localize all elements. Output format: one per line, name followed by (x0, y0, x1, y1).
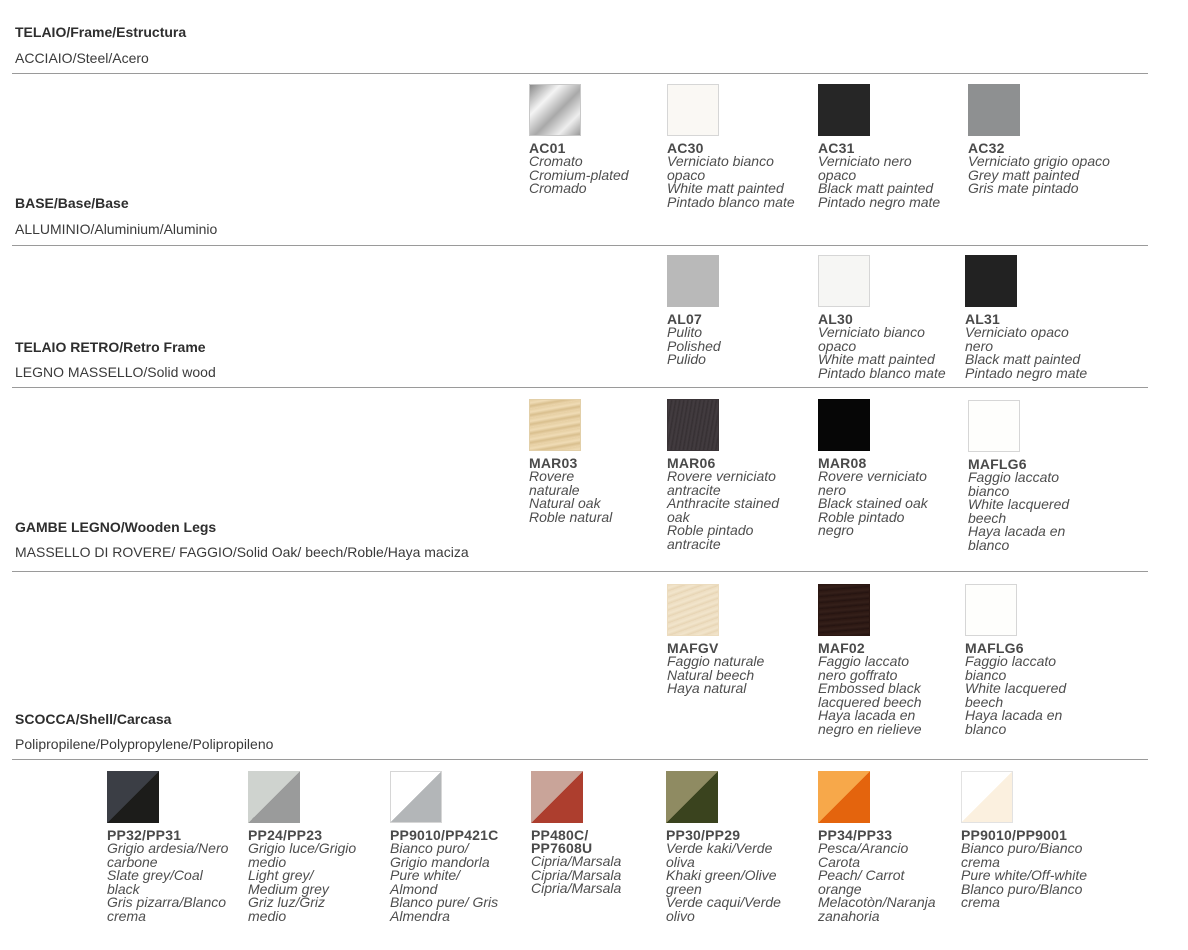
swatch-code: AC31 (818, 140, 855, 156)
swatch-pp24-pp23 (248, 771, 398, 923)
swatch-code: PP24/PP23 (248, 827, 323, 843)
section-title-wooden-legs: GAMBE LEGNO/Wooden Legs (15, 519, 217, 535)
swatch-chip-two-tone (818, 771, 870, 823)
swatch-ac31 (818, 84, 968, 209)
swatch-code: AL30 (818, 311, 854, 327)
swatch-description: Rovere verniciato antracite Anthracite stained oak Roble pintado antracite (667, 468, 780, 552)
swatch-code: AC01 (529, 140, 566, 156)
swatch-chip (968, 400, 1020, 452)
swatch-chip-two-tone (390, 771, 442, 823)
swatch-description: Verniciato opaco nero Black matt painted Pintado negro mate (965, 324, 1088, 381)
swatch-pp32-pp31 (107, 771, 257, 923)
swatch-chip-oak (529, 399, 581, 451)
swatch-chip (667, 84, 719, 136)
swatch-description: Grigio luce/Grigio medio Light grey/ Medium grey Griz luz/Griz medio (248, 840, 357, 924)
swatch-code: MAR03 (529, 455, 578, 471)
swatch-description: Verde kaki/Verde oliva Khaki green/Olive green Verde caqui/Verde olivo (666, 840, 781, 924)
section-title-retro-frame: TELAIO RETRO/Retro Frame (15, 339, 206, 355)
swatch-mar03 (529, 399, 679, 524)
swatch-code: MAR08 (818, 455, 867, 471)
divider (12, 245, 1148, 246)
swatch-description: Rovere naturale Natural oak Roble natural (529, 468, 613, 525)
swatch-chip-chrome (529, 84, 581, 136)
swatch-code: MAF02 (818, 640, 865, 656)
section-subtitle-base: ALLUMINIO/Aluminium/Aluminio (15, 221, 218, 237)
swatch-pp480c-pp7608u (531, 771, 681, 896)
swatch-maflg6 (968, 400, 1118, 552)
swatch-chip (818, 255, 870, 307)
swatch-code: MAFLG6 (965, 640, 1024, 656)
swatch-mar08 (818, 399, 968, 538)
swatch-chip (965, 255, 1017, 307)
section-subtitle-retro-frame: LEGNO MASSELLO/Solid wood (15, 364, 216, 380)
swatch-al30 (818, 255, 968, 380)
swatch-code: PP480C/ PP7608U (531, 827, 593, 856)
swatch-description: Faggio laccato nero goffrato Embossed black lacquered beech Haya lacada en negro en rielieve (818, 653, 922, 737)
divider (12, 571, 1148, 572)
swatch-chip-two-tone (248, 771, 300, 823)
swatch-chip-two-tone (107, 771, 159, 823)
swatch-description: Verniciato bianco opaco White matt painted Pintado blanco mate (818, 324, 946, 381)
swatch-code: PP32/PP31 (107, 827, 182, 843)
swatch-al07 (667, 255, 817, 367)
swatch-pp9010-pp9001 (961, 771, 1151, 910)
swatch-chip (818, 399, 870, 451)
swatch-code: MAR06 (667, 455, 716, 471)
divider (12, 73, 1148, 74)
swatch-pp30-pp29 (666, 771, 816, 923)
section-title-frame: TELAIO/Frame/Estructura (15, 24, 187, 40)
swatch-chip (818, 84, 870, 136)
swatch-description: Cromato Cromium-plated Cromado (529, 153, 629, 196)
swatch-description: Faggio laccato bianco White lacquered beech Haya lacada en blanco (965, 653, 1067, 737)
swatch-code: MAFLG6 (968, 456, 1027, 472)
section-subtitle-wooden-legs: MASSELLO DI ROVERE/ FAGGIO/Solid Oak/ beech/Roble/Haya maciza (15, 544, 469, 560)
swatch-ac01 (529, 84, 679, 196)
swatch-pp9010-pp421c (390, 771, 540, 923)
swatch-description: Faggio naturale Natural beech Haya natural (667, 653, 765, 696)
swatch-code: PP9010/PP421C (390, 827, 499, 843)
swatch-maflg6 (965, 584, 1115, 736)
swatch-description: Pesca/Arancio Carota Peach/ Carrot orange Melacotòn/Naranja zanahoria (818, 840, 936, 924)
swatch-chip (818, 584, 870, 636)
swatch-chip (968, 84, 1020, 136)
swatch-code: MAFGV (667, 640, 719, 656)
swatch-description: Verniciato grigio opaco Grey matt painted Gris mate pintado (968, 153, 1110, 196)
swatch-chip-beech (667, 584, 719, 636)
swatch-chip-two-tone (961, 771, 1013, 823)
swatch-code: AL07 (667, 311, 703, 327)
swatch-maf02 (818, 584, 968, 736)
swatch-chip-two-tone (531, 771, 583, 823)
swatch-mar06 (667, 399, 817, 551)
swatch-mafgv (667, 584, 817, 696)
section-subtitle-shell: Polipropilene/Polypropylene/Polipropileno (15, 736, 274, 752)
swatch-description: Verniciato bianco opaco White matt painted Pintado blanco mate (667, 153, 795, 210)
swatch-chip (965, 584, 1017, 636)
swatch-ac32 (968, 84, 1158, 196)
section-title-shell: SCOCCA/Shell/Carcasa (15, 711, 172, 727)
swatch-code: AC30 (667, 140, 704, 156)
swatch-description: Pulito Polished Pulido (667, 324, 721, 367)
swatch-chip-two-tone (666, 771, 718, 823)
swatch-code: AL31 (965, 311, 1001, 327)
swatch-code: PP9010/PP9001 (961, 827, 1068, 843)
swatch-description: Rovere verniciato nero Black stained oak Roble pintado negro (818, 468, 928, 538)
swatch-description: Cipria/Marsala Cipria/Marsala Cipria/Marsala (531, 853, 622, 896)
section-subtitle-frame: ACCIAIO/Steel/Acero (15, 50, 149, 66)
swatch-ac30 (667, 84, 817, 209)
swatch-al31 (965, 255, 1115, 380)
swatch-code: PP34/PP33 (818, 827, 893, 843)
divider (12, 759, 1148, 760)
swatch-description: Bianco puro/ Grigio mandorla Pure white/ Almond Blanco pure/ Gris Almendra (390, 840, 499, 924)
swatch-chip (667, 399, 719, 451)
divider (12, 387, 1148, 388)
section-title-base: BASE/Base/Base (15, 195, 129, 211)
swatch-description: Grigio ardesia/Nero carbone Slate grey/Coal black Gris pizarra/Blanco crema (107, 840, 229, 924)
swatch-code: AC32 (968, 140, 1005, 156)
swatch-chip (667, 255, 719, 307)
swatch-description: Faggio laccato bianco White lacquered beech Haya lacada en blanco (968, 469, 1070, 553)
swatch-description: Bianco puro/Bianco crema Pure white/Off-white Blanco puro/Blanco crema (961, 840, 1088, 910)
swatch-pp34-pp33 (818, 771, 968, 923)
swatch-code: PP30/PP29 (666, 827, 741, 843)
swatch-description: Verniciato nero opaco Black matt painted Pintado negro mate (818, 153, 941, 210)
